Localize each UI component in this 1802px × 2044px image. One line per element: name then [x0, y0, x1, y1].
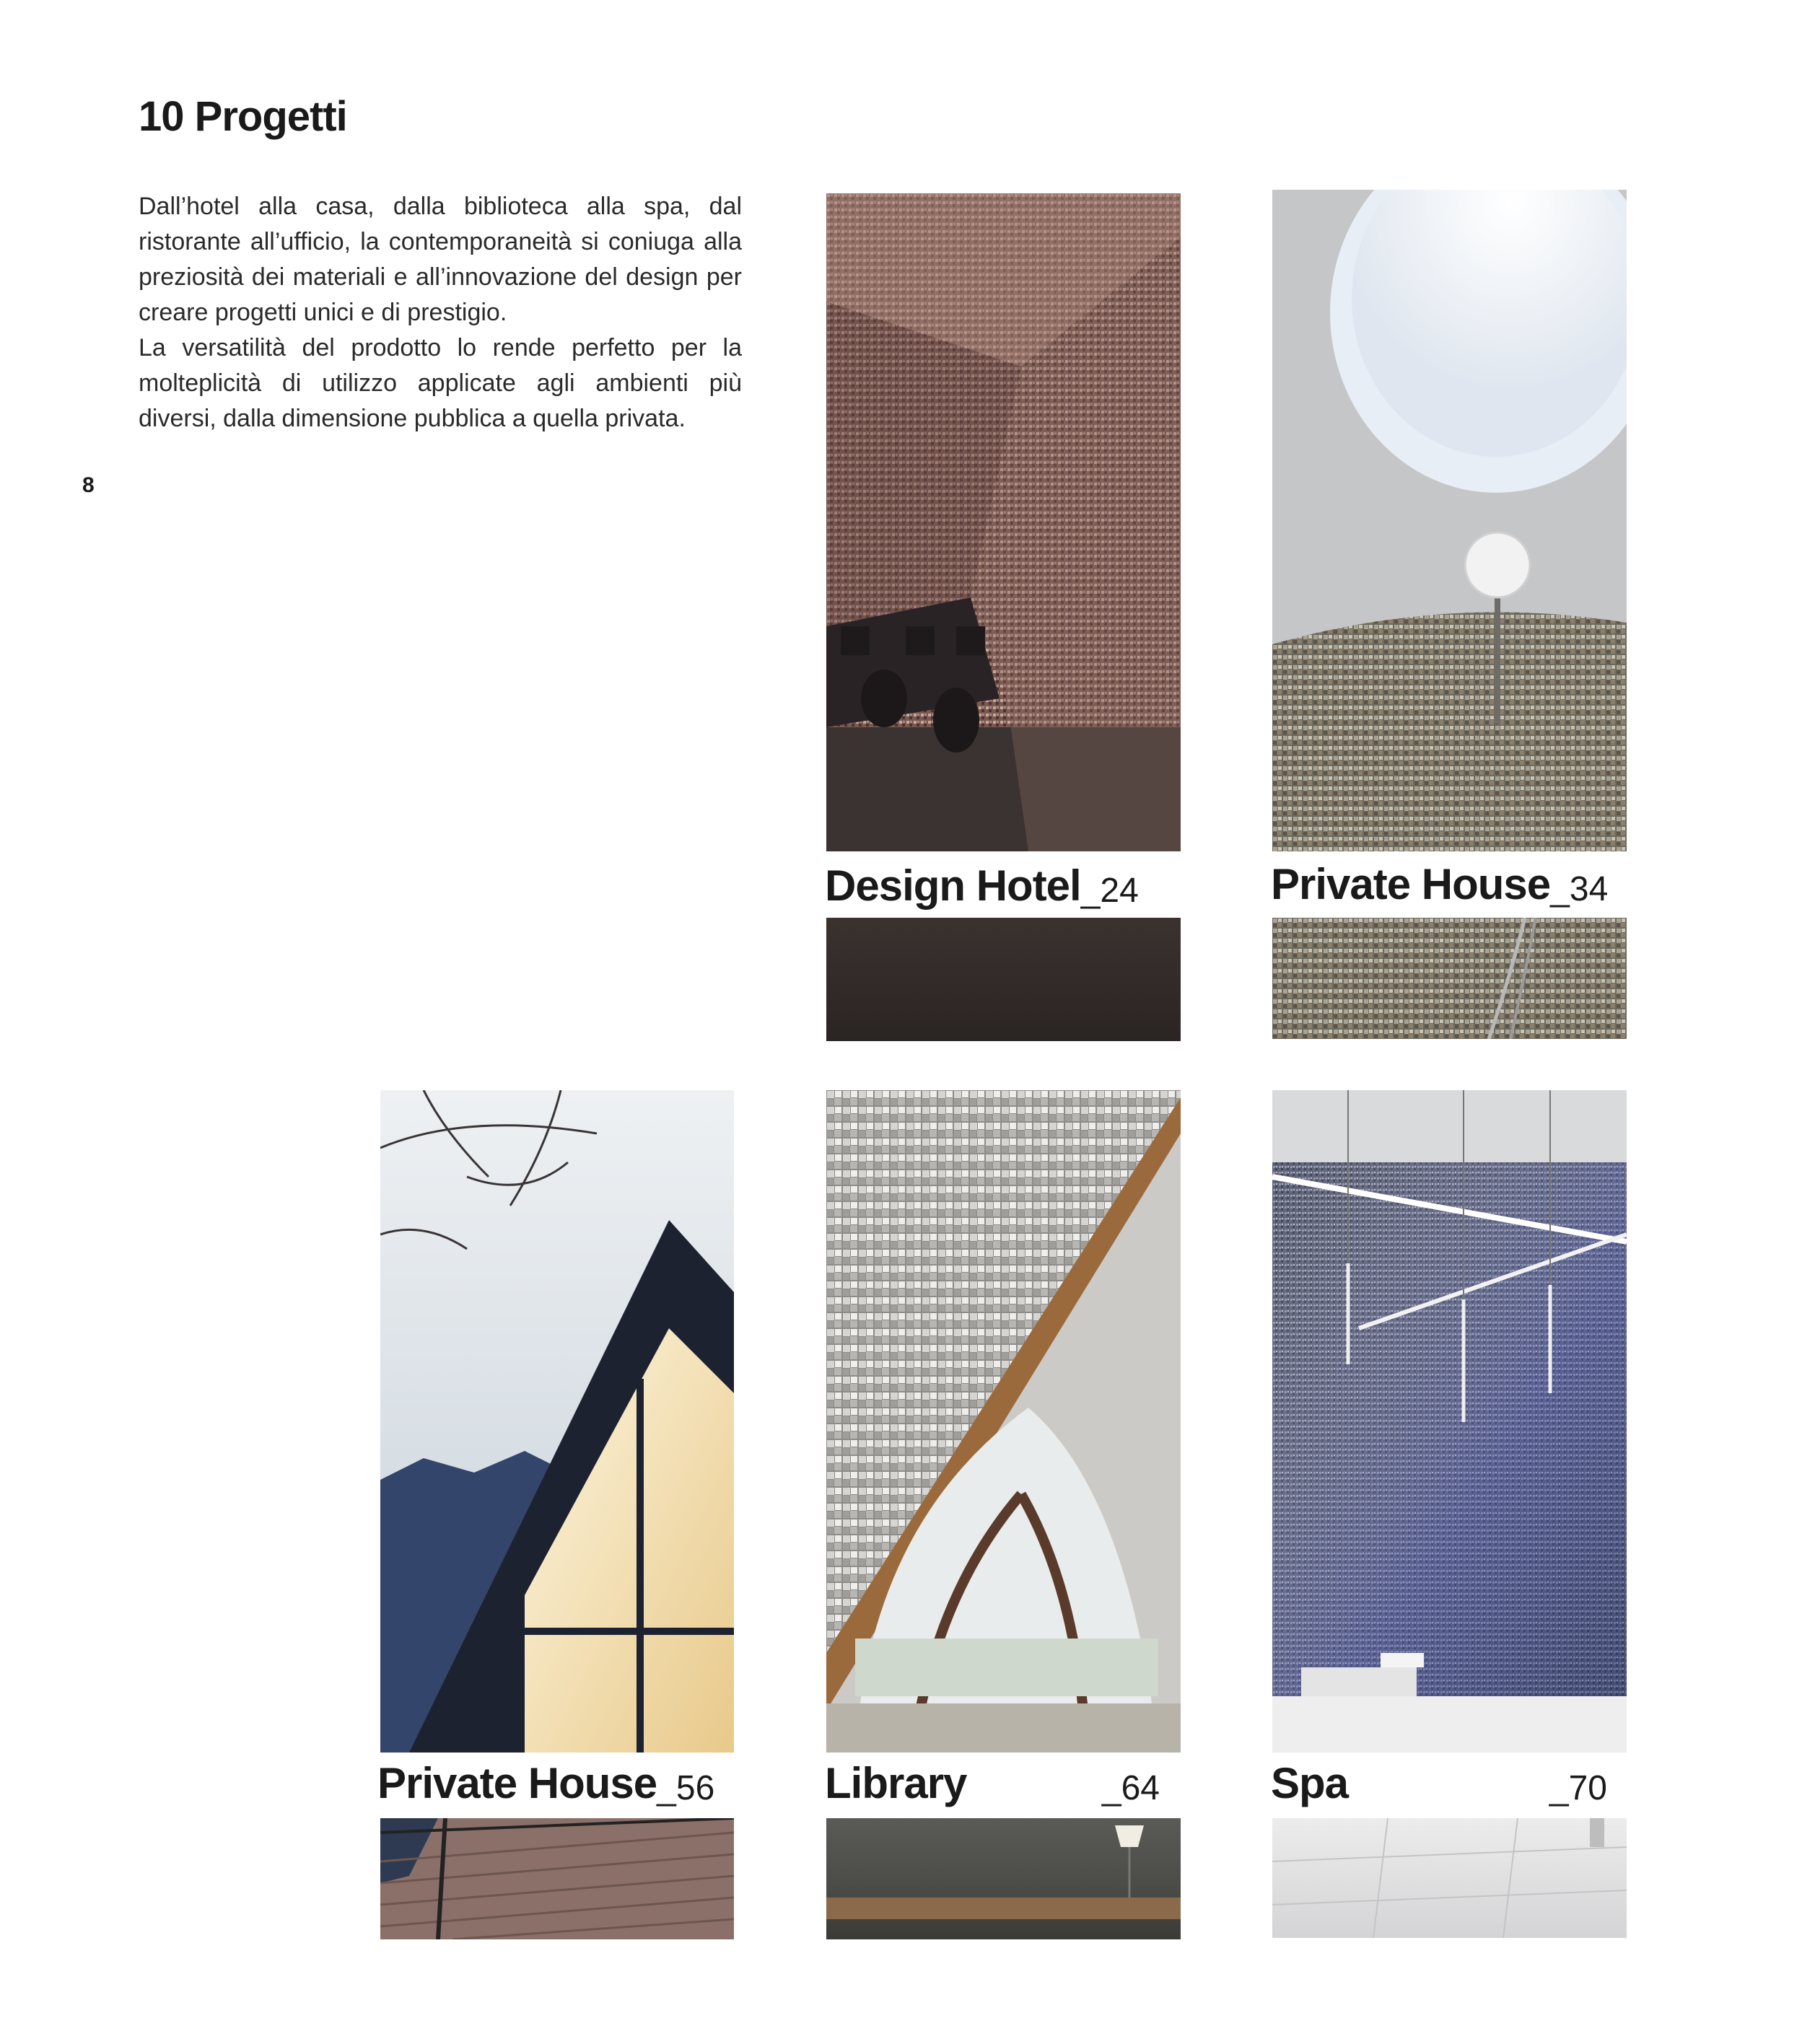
project-page-ref: _24 [1080, 872, 1139, 910]
intro-text [139, 189, 742, 437]
project-caption [1271, 1742, 1607, 1808]
project-label: Private House [377, 1759, 657, 1807]
private-house-2-photo-bottom [380, 1818, 734, 1939]
private-house-2-photo-top [380, 1090, 734, 1753]
spa-photo-top [1272, 1090, 1627, 1753]
project-caption [825, 844, 1186, 911]
project-page-ref: _56 [657, 1769, 715, 1807]
project-caption [825, 1742, 1160, 1808]
project-page-ref: _34 [1550, 870, 1609, 908]
library-photo-top [826, 1090, 1181, 1753]
project-page-ref: _70 [1549, 1769, 1607, 1807]
library-photo-bottom [826, 1818, 1181, 1939]
project-caption [377, 1742, 738, 1808]
page-number: 8 [82, 473, 95, 497]
project-label: Library [825, 1759, 967, 1807]
spa-photo-bottom [1272, 1818, 1627, 1938]
private-house-photo-top [1272, 190, 1627, 851]
intro-paragraph: La versatilità del prodotto lo rende perfetto per la molteplicità di utilizzo applicate agli ambienti più diversi, dalla dimensione pubblica a quella privata. [139, 334, 742, 432]
project-page-ref: _64 [1101, 1769, 1160, 1807]
design-hotel-photo-top [826, 193, 1181, 851]
page-title: 10 Progetti [139, 93, 347, 140]
project-label: Private House [1271, 860, 1551, 908]
intro-paragraph: Dall’hotel alla casa, dalla biblioteca alla spa, dal ristorante all’ufficio, la contemporaneità si coniuga alla preziosità dei materiali e all’innovazione del design per creare progetti unici e di prestigio. [139, 193, 742, 326]
private-house-photo-bottom [1272, 918, 1627, 1039]
project-label: Spa [1271, 1759, 1349, 1807]
project-caption [1271, 843, 1632, 909]
project-label: Design Hotel [825, 861, 1081, 910]
design-hotel-photo-bottom [826, 918, 1181, 1041]
